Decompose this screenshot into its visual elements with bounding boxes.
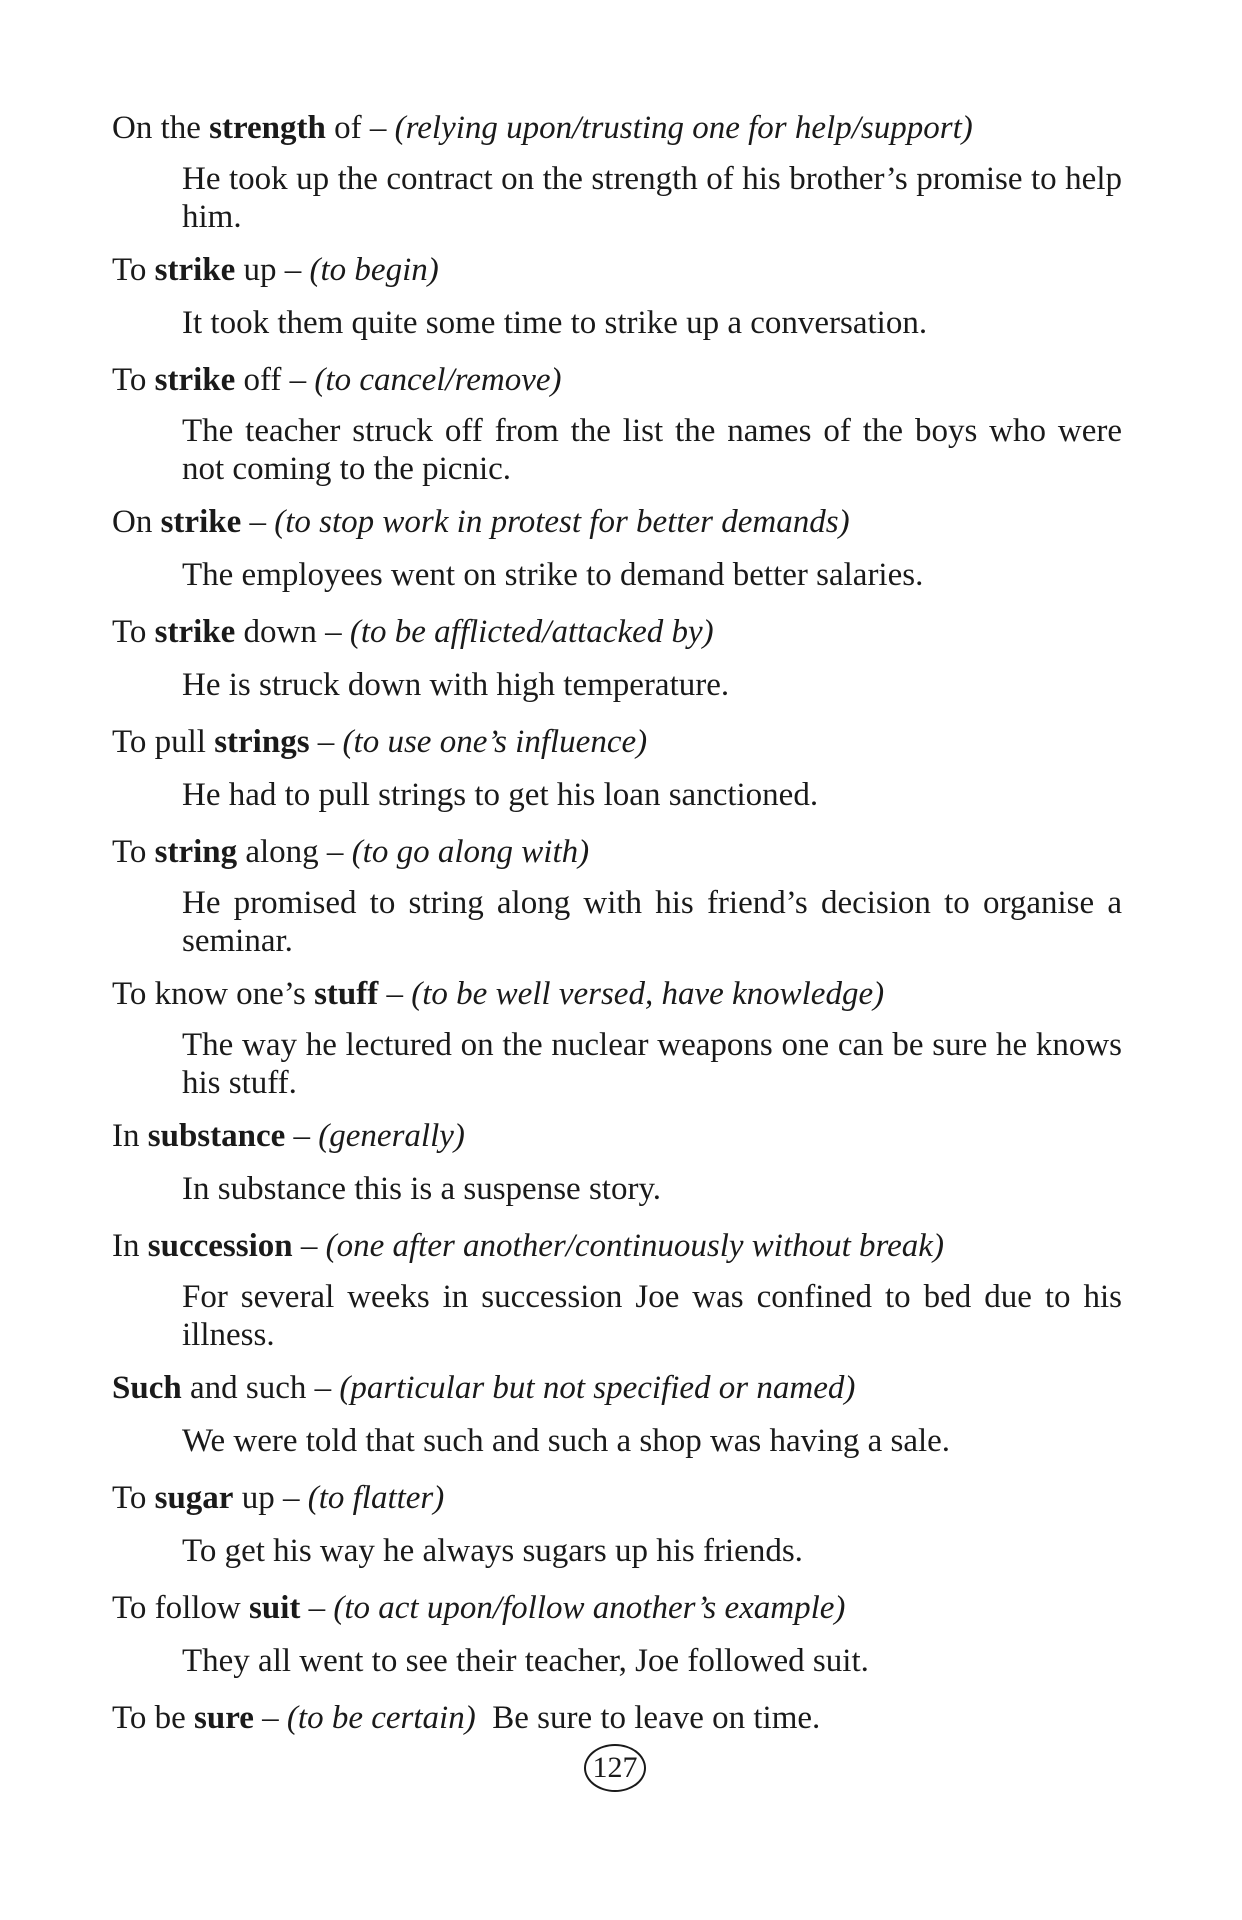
idiom-heading [112, 502, 1122, 542]
idiom-suffix: – [241, 504, 275, 540]
page-number: 127 [584, 1744, 646, 1792]
idiom-prefix: To be [112, 1700, 195, 1736]
idiom-keyword: sugar [154, 1480, 234, 1516]
idiom-prefix: To [112, 614, 155, 650]
idiom-meaning: (to begin) [309, 252, 439, 288]
idiom-entry [112, 1116, 1122, 1208]
idiom-suffix: – [253, 1700, 287, 1736]
idiom-heading [112, 974, 1122, 1014]
idiom-suffix: up – [235, 252, 310, 288]
idiom-entry [112, 1478, 1122, 1570]
idiom-example: In substance this is a suspense story. [182, 1171, 662, 1207]
idiom-suffix: off – [235, 362, 315, 398]
idiom-example: The way he lectured on the nuclear weapons one can be sure he knows his stuff. [182, 1027, 1122, 1101]
idiom-prefix: On [112, 504, 161, 540]
idiom-keyword: strike [154, 252, 236, 288]
idiom-heading [112, 250, 1122, 290]
idiom-prefix: To [112, 252, 155, 288]
idiom-example: The employees went on strike to demand better salaries. [182, 557, 924, 593]
idiom-entry [112, 360, 1122, 488]
idiom-meaning: (to cancel/remove) [314, 362, 562, 398]
idiom-suffix: – [378, 976, 412, 1012]
idiom-suffix: and such – [181, 1370, 340, 1406]
idiom-inline-example: Be sure to leave on time. [492, 1700, 821, 1736]
idiom-suffix: – [300, 1590, 334, 1626]
idiom-prefix: To know one’s [112, 976, 315, 1012]
idiom-example: He promised to string along with his friend’s decision to organise a seminar. [182, 885, 1122, 959]
idiom-entry [112, 1588, 1122, 1680]
idiom-example: He is struck down with high temperature. [182, 667, 730, 703]
idiom-prefix: To pull [112, 724, 215, 760]
idiom-example: They all went to see their teacher, Joe followed suit. [182, 1643, 869, 1679]
idiom-prefix: In [112, 1118, 148, 1154]
idiom-prefix: On the [112, 110, 210, 146]
idiom-entry [112, 250, 1122, 342]
idiom-suffix: – [285, 1118, 319, 1154]
idiom-keyword: strike [154, 614, 236, 650]
idiom-meaning: (one after another/continuously without break) [325, 1228, 944, 1264]
idiom-entry [112, 1698, 1122, 1738]
idiom-example: The teacher struck off from the list the names of the boys who were not coming to the picnic. [182, 413, 1122, 487]
idiom-meaning: (to go along with) [351, 834, 590, 870]
idiom-meaning: (to flatter) [307, 1480, 445, 1516]
idiom-meaning: (relying upon/trusting one for help/support) [394, 110, 973, 146]
idiom-entry [112, 722, 1122, 814]
idiom-suffix: – [309, 724, 343, 760]
idiom-suffix: down – [235, 614, 350, 650]
idiom-meaning: (particular but not specified or named) [339, 1370, 856, 1406]
idiom-heading [112, 1226, 1122, 1266]
idiom-keyword: strings [214, 724, 310, 760]
idiom-entry [112, 108, 1122, 236]
idiom-heading [112, 1116, 1122, 1156]
idiom-meaning: (to act upon/follow another’s example) [333, 1590, 846, 1626]
idiom-keyword: strength [209, 110, 326, 146]
idiom-heading [112, 1478, 1122, 1518]
idiom-suffix: up – [233, 1480, 308, 1516]
page-content [112, 108, 1122, 1738]
idiom-entry [112, 832, 1122, 960]
idiom-suffix: of – [325, 110, 395, 146]
idiom-heading [112, 832, 1122, 872]
idiom-entry [112, 1368, 1122, 1460]
idiom-example: It took them quite some time to strike up a conversation. [182, 305, 928, 341]
idiom-example: He had to pull strings to get his loan sanctioned. [182, 777, 819, 813]
idiom-meaning: (to stop work in protest for better demands) [274, 504, 850, 540]
idiom-example: For several weeks in succession Joe was confined to bed due to his illness. [182, 1279, 1122, 1353]
idiom-keyword: string [154, 834, 238, 870]
idiom-heading [112, 612, 1122, 652]
idiom-keyword: substance [147, 1118, 286, 1154]
idiom-meaning: (to be afflicted/attacked by) [349, 614, 714, 650]
idiom-heading [112, 1698, 1122, 1738]
idiom-heading [112, 1368, 1122, 1408]
idiom-entry [112, 1226, 1122, 1354]
idiom-keyword: strike [160, 504, 242, 540]
idiom-heading [112, 1588, 1122, 1628]
idiom-meaning: (generally) [318, 1118, 465, 1154]
idiom-example: To get his way he always sugars up his friends. [182, 1533, 803, 1569]
idiom-keyword: sure [194, 1700, 254, 1736]
idiom-prefix: To follow [112, 1590, 250, 1626]
idiom-keyword: succession [147, 1228, 293, 1264]
idiom-heading [112, 360, 1122, 400]
idiom-keyword: Such [112, 1370, 182, 1406]
idiom-meaning: (to use one’s influence) [342, 724, 648, 760]
idiom-heading [112, 108, 1122, 148]
idiom-meaning: (to be certain) [286, 1700, 476, 1736]
idiom-keyword: suit [249, 1590, 301, 1626]
idiom-meaning: (to be well versed, have knowledge) [411, 976, 885, 1012]
idiom-entry [112, 974, 1122, 1102]
idiom-keyword: strike [154, 362, 236, 398]
idiom-suffix: along – [237, 834, 352, 870]
idiom-example: We were told that such and such a shop was having a sale. [182, 1423, 951, 1459]
idiom-prefix: In [112, 1228, 148, 1264]
idiom-prefix: To [112, 362, 155, 398]
idiom-prefix: To [112, 834, 155, 870]
idiom-suffix: – [292, 1228, 326, 1264]
idiom-entry [112, 612, 1122, 704]
idiom-example: He took up the contract on the strength of his brother’s promise to help him. [182, 161, 1122, 235]
idiom-entry [112, 502, 1122, 594]
idiom-heading [112, 722, 1122, 762]
idiom-keyword: stuff [314, 976, 379, 1012]
idiom-prefix: To [112, 1480, 155, 1516]
